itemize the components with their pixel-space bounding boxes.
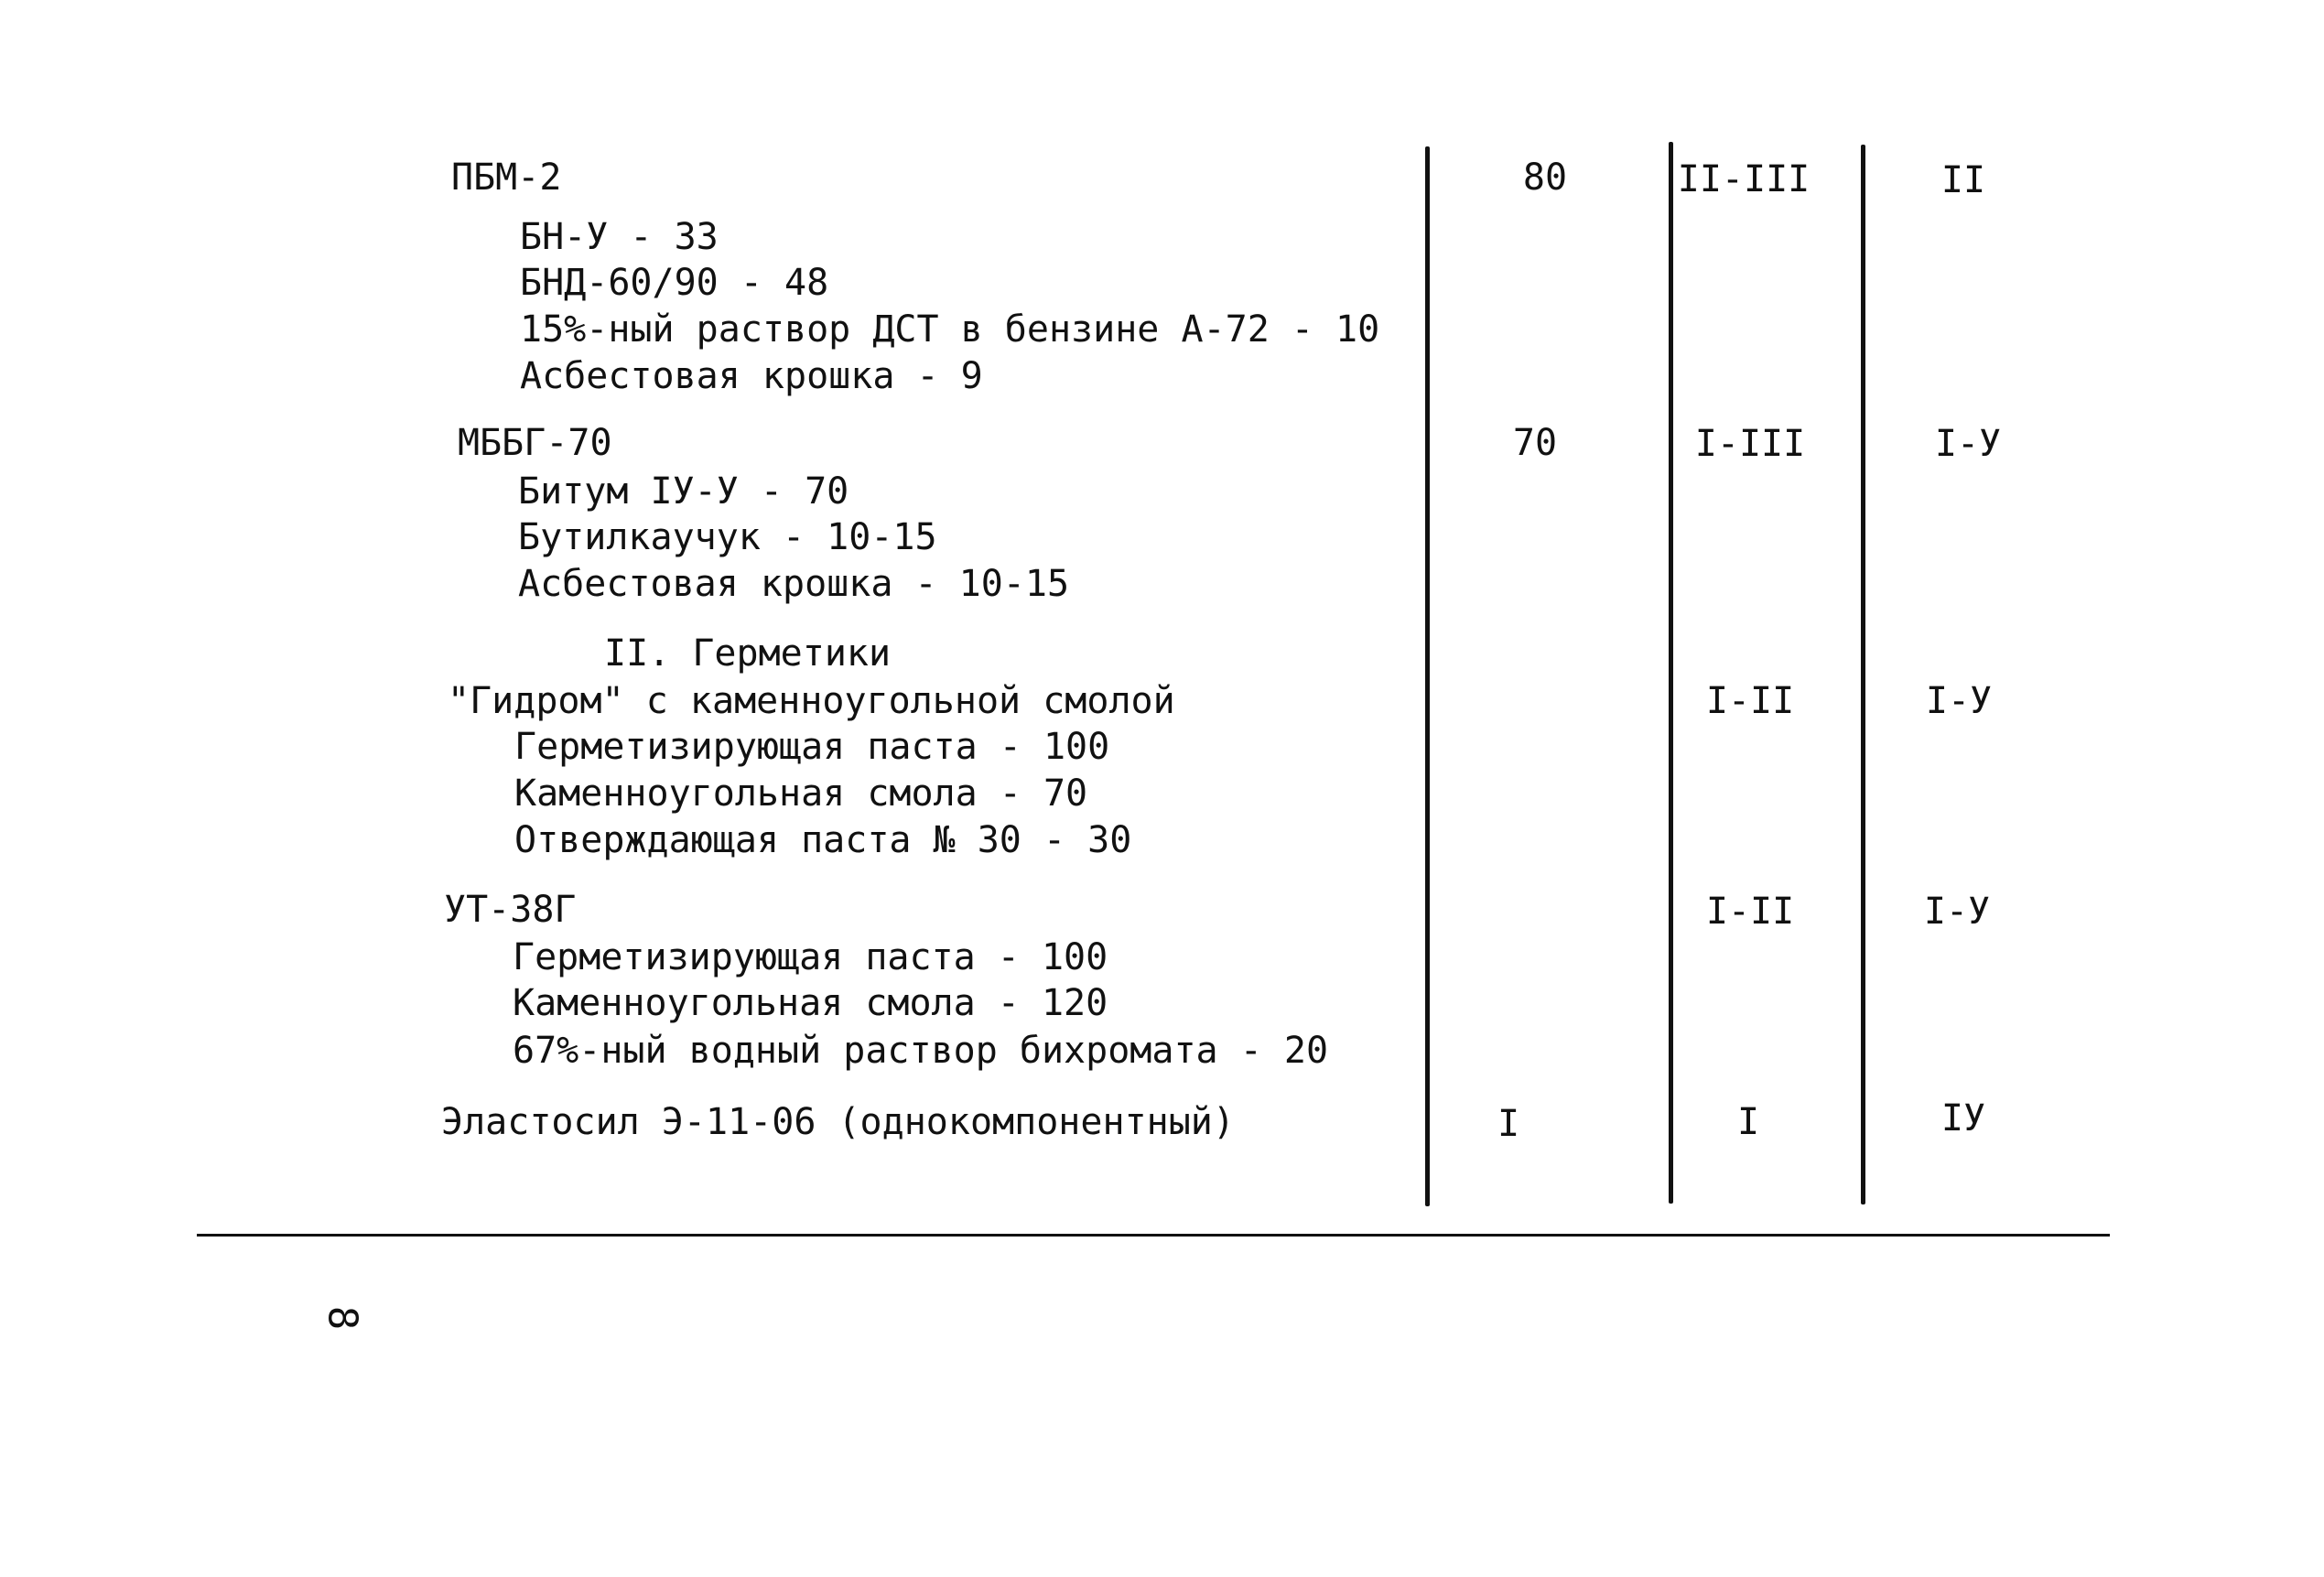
component-line: Каменноугольная смола - 120 bbox=[513, 982, 1108, 1024]
component-line: Каменноугольная смола - 70 bbox=[514, 772, 1088, 815]
column-rule-1 bbox=[1425, 146, 1430, 1206]
component-line: Битум IУ-У - 70 bbox=[518, 470, 849, 513]
cell-col2: I-II bbox=[1705, 680, 1795, 722]
cell-col2: II-III bbox=[1677, 158, 1811, 200]
component-line: БН-У - 33 bbox=[520, 216, 719, 258]
row-name-pbm2: ПБМ-2 bbox=[451, 157, 562, 199]
column-rule-2 bbox=[1669, 142, 1673, 1204]
component-line: 15%-ный раствор ДСТ в бензине А-72 - 10 bbox=[520, 308, 1380, 351]
component-line: Герметизирующая паста - 100 bbox=[513, 936, 1108, 978]
row-name-mbbg70: МББГ-70 bbox=[458, 422, 612, 464]
component-line: Асбестовая крошка - 10-15 bbox=[518, 563, 1070, 605]
component-line: Асбестовая крошка - 9 bbox=[520, 355, 983, 397]
cell-col2: I bbox=[1736, 1101, 1760, 1143]
cell-col3: II bbox=[1940, 159, 1986, 201]
cell-col3: I-У bbox=[1923, 891, 1991, 933]
row-name-elastosil: Эластосил Э-11-06 (однокомпонентный) bbox=[441, 1101, 1235, 1143]
component-line: Бутилкаучук - 10-15 bbox=[518, 516, 937, 558]
column-rule-3 bbox=[1861, 145, 1865, 1204]
cell-col1: 70 bbox=[1512, 422, 1558, 464]
cell-col3: I-У bbox=[1925, 680, 1993, 722]
cell-col1: 80 bbox=[1522, 157, 1568, 199]
row-name-gidrom: "Гидром" с каменноугольной смолой bbox=[448, 680, 1175, 722]
cell-col3: I-У bbox=[1934, 423, 2002, 465]
section-heading: II. Герметики bbox=[604, 632, 892, 675]
cell-col3: IУ bbox=[1940, 1097, 1986, 1140]
row-name-ut38g: УТ-38Г bbox=[444, 889, 577, 931]
page-number: 8 bbox=[319, 1305, 366, 1331]
component-line: Отверждающая паста № 30 - 30 bbox=[514, 819, 1132, 861]
component-line: 67%-ный водный раствор бихромата - 20 bbox=[513, 1030, 1329, 1072]
cell-col1: I bbox=[1497, 1103, 1520, 1145]
cell-col2: I-III bbox=[1694, 423, 1806, 465]
component-line: Герметизирующая паста - 100 bbox=[514, 726, 1110, 768]
bottom-rule bbox=[197, 1234, 2110, 1237]
cell-col2: I-II bbox=[1705, 891, 1795, 933]
component-line: БНД-60/90 - 48 bbox=[520, 262, 829, 304]
